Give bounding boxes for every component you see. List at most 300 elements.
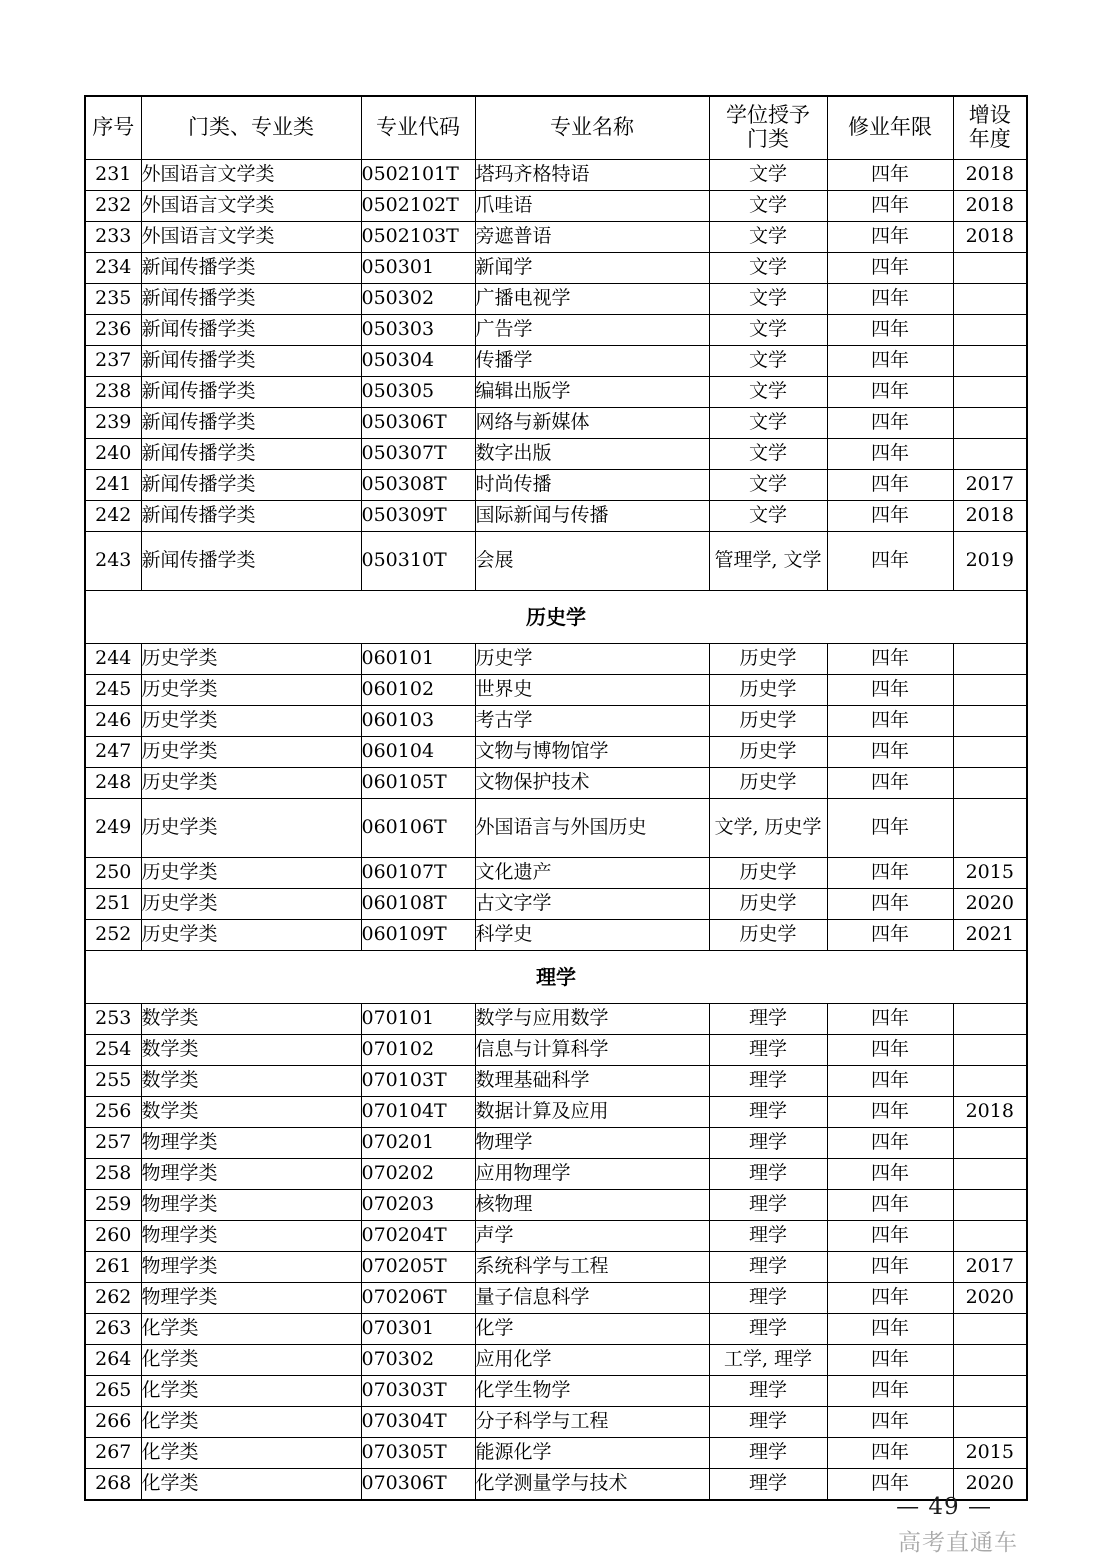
cell-study-years: 四年: [827, 1345, 953, 1376]
section-title: 理学: [85, 951, 1027, 1004]
cell-degree-category: 理学: [709, 1097, 827, 1128]
cell-specialty-name: 历史学: [475, 644, 709, 675]
column-header-name: 专业名称: [475, 96, 709, 160]
cell-study-years: 四年: [827, 1469, 953, 1501]
cell-degree-category: 理学: [709, 1035, 827, 1066]
cell-category: 数学类: [141, 1066, 361, 1097]
cell-added-year: [953, 253, 1027, 284]
cell-category: 数学类: [141, 1097, 361, 1128]
table-row: [85, 644, 1027, 675]
cell-study-years: 四年: [827, 1035, 953, 1066]
table-row: [85, 1221, 1027, 1252]
cell-specialty-name: 科学史: [475, 920, 709, 951]
cell-added-year: [953, 1066, 1027, 1097]
cell-study-years: 四年: [827, 532, 953, 591]
cell-specialty-name: 化学测量学与技术: [475, 1469, 709, 1501]
cell-category: 化学类: [141, 1469, 361, 1501]
cell-added-year: 2018: [953, 1097, 1027, 1128]
cell-degree-category: 历史学: [709, 889, 827, 920]
cell-degree-category: 理学: [709, 1190, 827, 1221]
column-header-category: 门类、专业类: [141, 96, 361, 160]
table-row: [85, 1345, 1027, 1376]
cell-specialty-name: 文物保护技术: [475, 768, 709, 799]
table-section-divider-row: [85, 951, 1027, 1004]
cell-code: 070104T: [361, 1097, 475, 1128]
cell-category: 历史学类: [141, 706, 361, 737]
cell-code: 050304: [361, 346, 475, 377]
cell-index: 251: [85, 889, 141, 920]
table-row: [85, 768, 1027, 799]
cell-code: 070304T: [361, 1407, 475, 1438]
cell-added-year: 2020: [953, 889, 1027, 920]
table-row: [85, 706, 1027, 737]
cell-index: 233: [85, 222, 141, 253]
table-row: [85, 889, 1027, 920]
cell-specialty-name: 爪哇语: [475, 191, 709, 222]
cell-degree-category: 文学: [709, 284, 827, 315]
table-row: [85, 1314, 1027, 1345]
cell-index: 266: [85, 1407, 141, 1438]
table-row: [85, 532, 1027, 591]
cell-study-years: 四年: [827, 1004, 953, 1035]
cell-code: 070301: [361, 1314, 475, 1345]
cell-index: 257: [85, 1128, 141, 1159]
table-row: [85, 920, 1027, 951]
cell-study-years: 四年: [827, 768, 953, 799]
cell-study-years: 四年: [827, 408, 953, 439]
cell-added-year: [953, 346, 1027, 377]
cell-specialty-name: 编辑出版学: [475, 377, 709, 408]
cell-code: 070303T: [361, 1376, 475, 1407]
cell-category: 物理学类: [141, 1159, 361, 1190]
table-row: [85, 1004, 1027, 1035]
cell-code: 070206T: [361, 1283, 475, 1314]
cell-degree-category: 历史学: [709, 920, 827, 951]
cell-added-year: [953, 1221, 1027, 1252]
cell-specialty-name: 化学生物学: [475, 1376, 709, 1407]
cell-added-year: [953, 439, 1027, 470]
cell-specialty-name: 物理学: [475, 1128, 709, 1159]
cell-added-year: [953, 799, 1027, 858]
cell-specialty-name: 广播电视学: [475, 284, 709, 315]
cell-degree-category: 文学: [709, 346, 827, 377]
table-row: [85, 191, 1027, 222]
cell-index: 235: [85, 284, 141, 315]
cell-degree-category: 文学: [709, 377, 827, 408]
cell-index: 268: [85, 1469, 141, 1501]
cell-added-year: [953, 1035, 1027, 1066]
cell-added-year: 2020: [953, 1283, 1027, 1314]
cell-specialty-name: 应用化学: [475, 1345, 709, 1376]
cell-specialty-name: 国际新闻与传播: [475, 501, 709, 532]
table-row: [85, 737, 1027, 768]
cell-study-years: 四年: [827, 675, 953, 706]
page-footer: [718, 1494, 1018, 1557]
cell-specialty-name: 外国语言与外国历史: [475, 799, 709, 858]
cell-degree-category: 理学: [709, 1283, 827, 1314]
cell-index: 265: [85, 1376, 141, 1407]
cell-degree-category: 理学: [709, 1004, 827, 1035]
cell-degree-category: 理学: [709, 1314, 827, 1345]
cell-index: 234: [85, 253, 141, 284]
table-header-row: [85, 96, 1027, 160]
cell-code: 050301: [361, 253, 475, 284]
cell-index: 261: [85, 1252, 141, 1283]
cell-specialty-name: 信息与计算科学: [475, 1035, 709, 1066]
cell-added-year: [953, 1128, 1027, 1159]
cell-added-year: [953, 315, 1027, 346]
table-row: [85, 501, 1027, 532]
cell-specialty-name: 数据计算及应用: [475, 1097, 709, 1128]
cell-category: 新闻传播学类: [141, 253, 361, 284]
cell-specialty-name: 时尚传播: [475, 470, 709, 501]
cell-index: 240: [85, 439, 141, 470]
table-row: [85, 1066, 1027, 1097]
cell-study-years: 四年: [827, 889, 953, 920]
cell-specialty-name: 考古学: [475, 706, 709, 737]
column-header-degree-line1: 学位授予: [726, 103, 810, 128]
cell-code: 070203: [361, 1190, 475, 1221]
table-row: [85, 799, 1027, 858]
cell-added-year: [953, 737, 1027, 768]
table-row: [85, 1252, 1027, 1283]
table-row: [85, 377, 1027, 408]
cell-index: 256: [85, 1097, 141, 1128]
table-section-divider-row: [85, 591, 1027, 644]
cell-code: 070305T: [361, 1438, 475, 1469]
cell-category: 外国语言文学类: [141, 191, 361, 222]
column-header-added-line1: 增设: [968, 103, 1011, 128]
cell-added-year: [953, 1314, 1027, 1345]
cell-study-years: 四年: [827, 191, 953, 222]
cell-code: 050306T: [361, 408, 475, 439]
cell-category: 新闻传播学类: [141, 315, 361, 346]
watermark-label: 高考直通车: [898, 1530, 1018, 1556]
cell-added-year: [953, 284, 1027, 315]
cell-code: 070103T: [361, 1066, 475, 1097]
cell-index: 231: [85, 160, 141, 191]
cell-specialty-name: 声学: [475, 1221, 709, 1252]
cell-added-year: [953, 675, 1027, 706]
cell-study-years: 四年: [827, 346, 953, 377]
table-row: [85, 1283, 1027, 1314]
cell-added-year: [953, 1345, 1027, 1376]
cell-study-years: 四年: [827, 644, 953, 675]
cell-index: 242: [85, 501, 141, 532]
cell-code: 0502102T: [361, 191, 475, 222]
cell-specialty-name: 广告学: [475, 315, 709, 346]
cell-code: 060104: [361, 737, 475, 768]
cell-study-years: 四年: [827, 1066, 953, 1097]
cell-index: 262: [85, 1283, 141, 1314]
cell-study-years: 四年: [827, 1283, 953, 1314]
cell-index: 248: [85, 768, 141, 799]
cell-index: 252: [85, 920, 141, 951]
cell-study-years: 四年: [827, 1190, 953, 1221]
cell-code: 070202: [361, 1159, 475, 1190]
cell-study-years: 四年: [827, 799, 953, 858]
cell-category: 新闻传播学类: [141, 408, 361, 439]
cell-added-year: 2015: [953, 858, 1027, 889]
cell-degree-category: 理学: [709, 1221, 827, 1252]
cell-category: 新闻传播学类: [141, 346, 361, 377]
cell-index: 244: [85, 644, 141, 675]
cell-degree-category: 文学: [709, 253, 827, 284]
cell-category: 外国语言文学类: [141, 222, 361, 253]
cell-category: 新闻传播学类: [141, 439, 361, 470]
cell-degree-category: 历史学: [709, 706, 827, 737]
cell-degree-category: 理学: [709, 1159, 827, 1190]
cell-code: 050309T: [361, 501, 475, 532]
cell-study-years: 四年: [827, 1097, 953, 1128]
table-row: [85, 675, 1027, 706]
table-row: [85, 439, 1027, 470]
cell-degree-category: 文学: [709, 501, 827, 532]
column-header-code: 专业代码: [361, 96, 475, 160]
cell-specialty-name: 应用物理学: [475, 1159, 709, 1190]
cell-index: 259: [85, 1190, 141, 1221]
cell-code: 050302: [361, 284, 475, 315]
cell-degree-category: 理学: [709, 1407, 827, 1438]
cell-study-years: 四年: [827, 706, 953, 737]
cell-specialty-name: 核物理: [475, 1190, 709, 1221]
cell-study-years: 四年: [827, 1407, 953, 1438]
cell-code: 060101: [361, 644, 475, 675]
cell-added-year: [953, 1407, 1027, 1438]
cell-code: 070205T: [361, 1252, 475, 1283]
cell-code: 070101: [361, 1004, 475, 1035]
cell-index: 255: [85, 1066, 141, 1097]
cell-category: 新闻传播学类: [141, 532, 361, 591]
cell-degree-category: 理学: [709, 1066, 827, 1097]
cell-added-year: [953, 408, 1027, 439]
cell-added-year: 2015: [953, 1438, 1027, 1469]
cell-degree-category: 文学: [709, 315, 827, 346]
table-row: [85, 346, 1027, 377]
cell-index: 249: [85, 799, 141, 858]
cell-index: 263: [85, 1314, 141, 1345]
section-title: 历史学: [85, 591, 1027, 644]
cell-category: 数学类: [141, 1035, 361, 1066]
cell-degree-category: 历史学: [709, 675, 827, 706]
cell-added-year: 2017: [953, 470, 1027, 501]
cell-category: 历史学类: [141, 675, 361, 706]
cell-code: 050308T: [361, 470, 475, 501]
cell-study-years: 四年: [827, 1221, 953, 1252]
cell-study-years: 四年: [827, 858, 953, 889]
cell-category: 历史学类: [141, 644, 361, 675]
cell-added-year: [953, 768, 1027, 799]
cell-index: 247: [85, 737, 141, 768]
cell-degree-category: 文学: [709, 160, 827, 191]
cell-index: 232: [85, 191, 141, 222]
cell-degree-category: 文学: [709, 408, 827, 439]
table-row: [85, 408, 1027, 439]
cell-degree-category: 文学: [709, 439, 827, 470]
cell-category: 历史学类: [141, 799, 361, 858]
cell-added-year: [953, 1004, 1027, 1035]
cell-specialty-name: 会展: [475, 532, 709, 591]
cell-study-years: 四年: [827, 1159, 953, 1190]
cell-added-year: [953, 1159, 1027, 1190]
page-number: — 49 —: [896, 1494, 992, 1520]
cell-category: 物理学类: [141, 1252, 361, 1283]
cell-added-year: 2019: [953, 532, 1027, 591]
cell-category: 化学类: [141, 1407, 361, 1438]
table-row: [85, 1128, 1027, 1159]
cell-degree-category: 理学: [709, 1376, 827, 1407]
cell-specialty-name: 网络与新媒体: [475, 408, 709, 439]
cell-degree-category: 文学: [709, 191, 827, 222]
cell-index: 241: [85, 470, 141, 501]
column-header-added-line2: 年度: [968, 127, 1011, 151]
cell-code: 070201: [361, 1128, 475, 1159]
cell-category: 物理学类: [141, 1283, 361, 1314]
cell-degree-category: 工学, 理学: [709, 1345, 827, 1376]
cell-degree-category: 管理学, 文学: [709, 532, 827, 591]
cell-study-years: 四年: [827, 1314, 953, 1345]
cell-degree-category: 理学: [709, 1469, 827, 1501]
specialty-catalog-table-container: [84, 95, 1020, 1501]
cell-study-years: 四年: [827, 377, 953, 408]
cell-added-year: [953, 377, 1027, 408]
table-row: [85, 222, 1027, 253]
column-header-added-year: [953, 96, 1027, 160]
cell-degree-category: 历史学: [709, 737, 827, 768]
cell-specialty-name: 文物与博物馆学: [475, 737, 709, 768]
cell-code: 050310T: [361, 532, 475, 591]
cell-index: 264: [85, 1345, 141, 1376]
cell-degree-category: 历史学: [709, 858, 827, 889]
cell-specialty-name: 分子科学与工程: [475, 1407, 709, 1438]
cell-category: 物理学类: [141, 1190, 361, 1221]
cell-specialty-name: 能源化学: [475, 1438, 709, 1469]
cell-degree-category: 文学, 历史学: [709, 799, 827, 858]
cell-added-year: [953, 706, 1027, 737]
cell-specialty-name: 塔玛齐格特语: [475, 160, 709, 191]
cell-code: 060105T: [361, 768, 475, 799]
cell-category: 历史学类: [141, 889, 361, 920]
table-row: [85, 1438, 1027, 1469]
table-row: [85, 858, 1027, 889]
cell-study-years: 四年: [827, 439, 953, 470]
cell-specialty-name: 旁遮普语: [475, 222, 709, 253]
cell-category: 化学类: [141, 1438, 361, 1469]
cell-added-year: [953, 1190, 1027, 1221]
cell-category: 新闻传播学类: [141, 377, 361, 408]
column-header-years: 修业年限: [827, 96, 953, 160]
cell-study-years: 四年: [827, 222, 953, 253]
cell-category: 新闻传播学类: [141, 284, 361, 315]
cell-category: 物理学类: [141, 1128, 361, 1159]
column-header-index: 序号: [85, 96, 141, 160]
cell-study-years: 四年: [827, 284, 953, 315]
cell-index: 254: [85, 1035, 141, 1066]
cell-added-year: [953, 644, 1027, 675]
cell-code: 060107T: [361, 858, 475, 889]
cell-degree-category: 理学: [709, 1438, 827, 1469]
cell-code: 070204T: [361, 1221, 475, 1252]
cell-study-years: 四年: [827, 920, 953, 951]
cell-study-years: 四年: [827, 470, 953, 501]
cell-code: 050305: [361, 377, 475, 408]
cell-specialty-name: 传播学: [475, 346, 709, 377]
cell-category: 历史学类: [141, 768, 361, 799]
cell-index: 245: [85, 675, 141, 706]
cell-added-year: [953, 1376, 1027, 1407]
cell-index: 243: [85, 532, 141, 591]
cell-code: 060102: [361, 675, 475, 706]
table-header: [85, 96, 1027, 160]
table-row: [85, 315, 1027, 346]
cell-study-years: 四年: [827, 501, 953, 532]
cell-index: 260: [85, 1221, 141, 1252]
cell-study-years: 四年: [827, 1376, 953, 1407]
cell-added-year: 2018: [953, 160, 1027, 191]
cell-degree-category: 文学: [709, 470, 827, 501]
cell-category: 物理学类: [141, 1221, 361, 1252]
cell-category: 历史学类: [141, 737, 361, 768]
cell-code: 0502101T: [361, 160, 475, 191]
cell-code: 070102: [361, 1035, 475, 1066]
cell-study-years: 四年: [827, 1252, 953, 1283]
cell-code: 070302: [361, 1345, 475, 1376]
cell-index: 239: [85, 408, 141, 439]
cell-specialty-name: 化学: [475, 1314, 709, 1345]
column-header-degree: [709, 96, 827, 160]
cell-code: 050303: [361, 315, 475, 346]
cell-specialty-name: 量子信息科学: [475, 1283, 709, 1314]
cell-study-years: 四年: [827, 737, 953, 768]
cell-degree-category: 文学: [709, 222, 827, 253]
specialty-catalog-table: [84, 95, 1028, 1501]
cell-category: 新闻传播学类: [141, 501, 361, 532]
table-body: [85, 160, 1027, 1501]
cell-index: 258: [85, 1159, 141, 1190]
table-row: [85, 160, 1027, 191]
cell-added-year: 2018: [953, 191, 1027, 222]
cell-specialty-name: 新闻学: [475, 253, 709, 284]
cell-category: 新闻传播学类: [141, 470, 361, 501]
cell-specialty-name: 数学与应用数学: [475, 1004, 709, 1035]
table-row: [85, 284, 1027, 315]
cell-code: 050307T: [361, 439, 475, 470]
cell-specialty-name: 文化遗产: [475, 858, 709, 889]
cell-specialty-name: 世界史: [475, 675, 709, 706]
cell-index: 238: [85, 377, 141, 408]
cell-index: 253: [85, 1004, 141, 1035]
cell-added-year: 2018: [953, 222, 1027, 253]
cell-degree-category: 理学: [709, 1128, 827, 1159]
cell-index: 237: [85, 346, 141, 377]
cell-category: 数学类: [141, 1004, 361, 1035]
cell-specialty-name: 数理基础科学: [475, 1066, 709, 1097]
cell-study-years: 四年: [827, 1128, 953, 1159]
cell-category: 历史学类: [141, 920, 361, 951]
cell-code: 060106T: [361, 799, 475, 858]
cell-category: 外国语言文学类: [141, 160, 361, 191]
table-row: [85, 1035, 1027, 1066]
cell-specialty-name: 数字出版: [475, 439, 709, 470]
cell-specialty-name: 古文字学: [475, 889, 709, 920]
cell-index: 250: [85, 858, 141, 889]
cell-index: 267: [85, 1438, 141, 1469]
column-header-degree-line2: 门类: [747, 127, 789, 151]
cell-added-year: 2018: [953, 501, 1027, 532]
table-row: [85, 253, 1027, 284]
table-row: [85, 470, 1027, 501]
cell-code: 060109T: [361, 920, 475, 951]
